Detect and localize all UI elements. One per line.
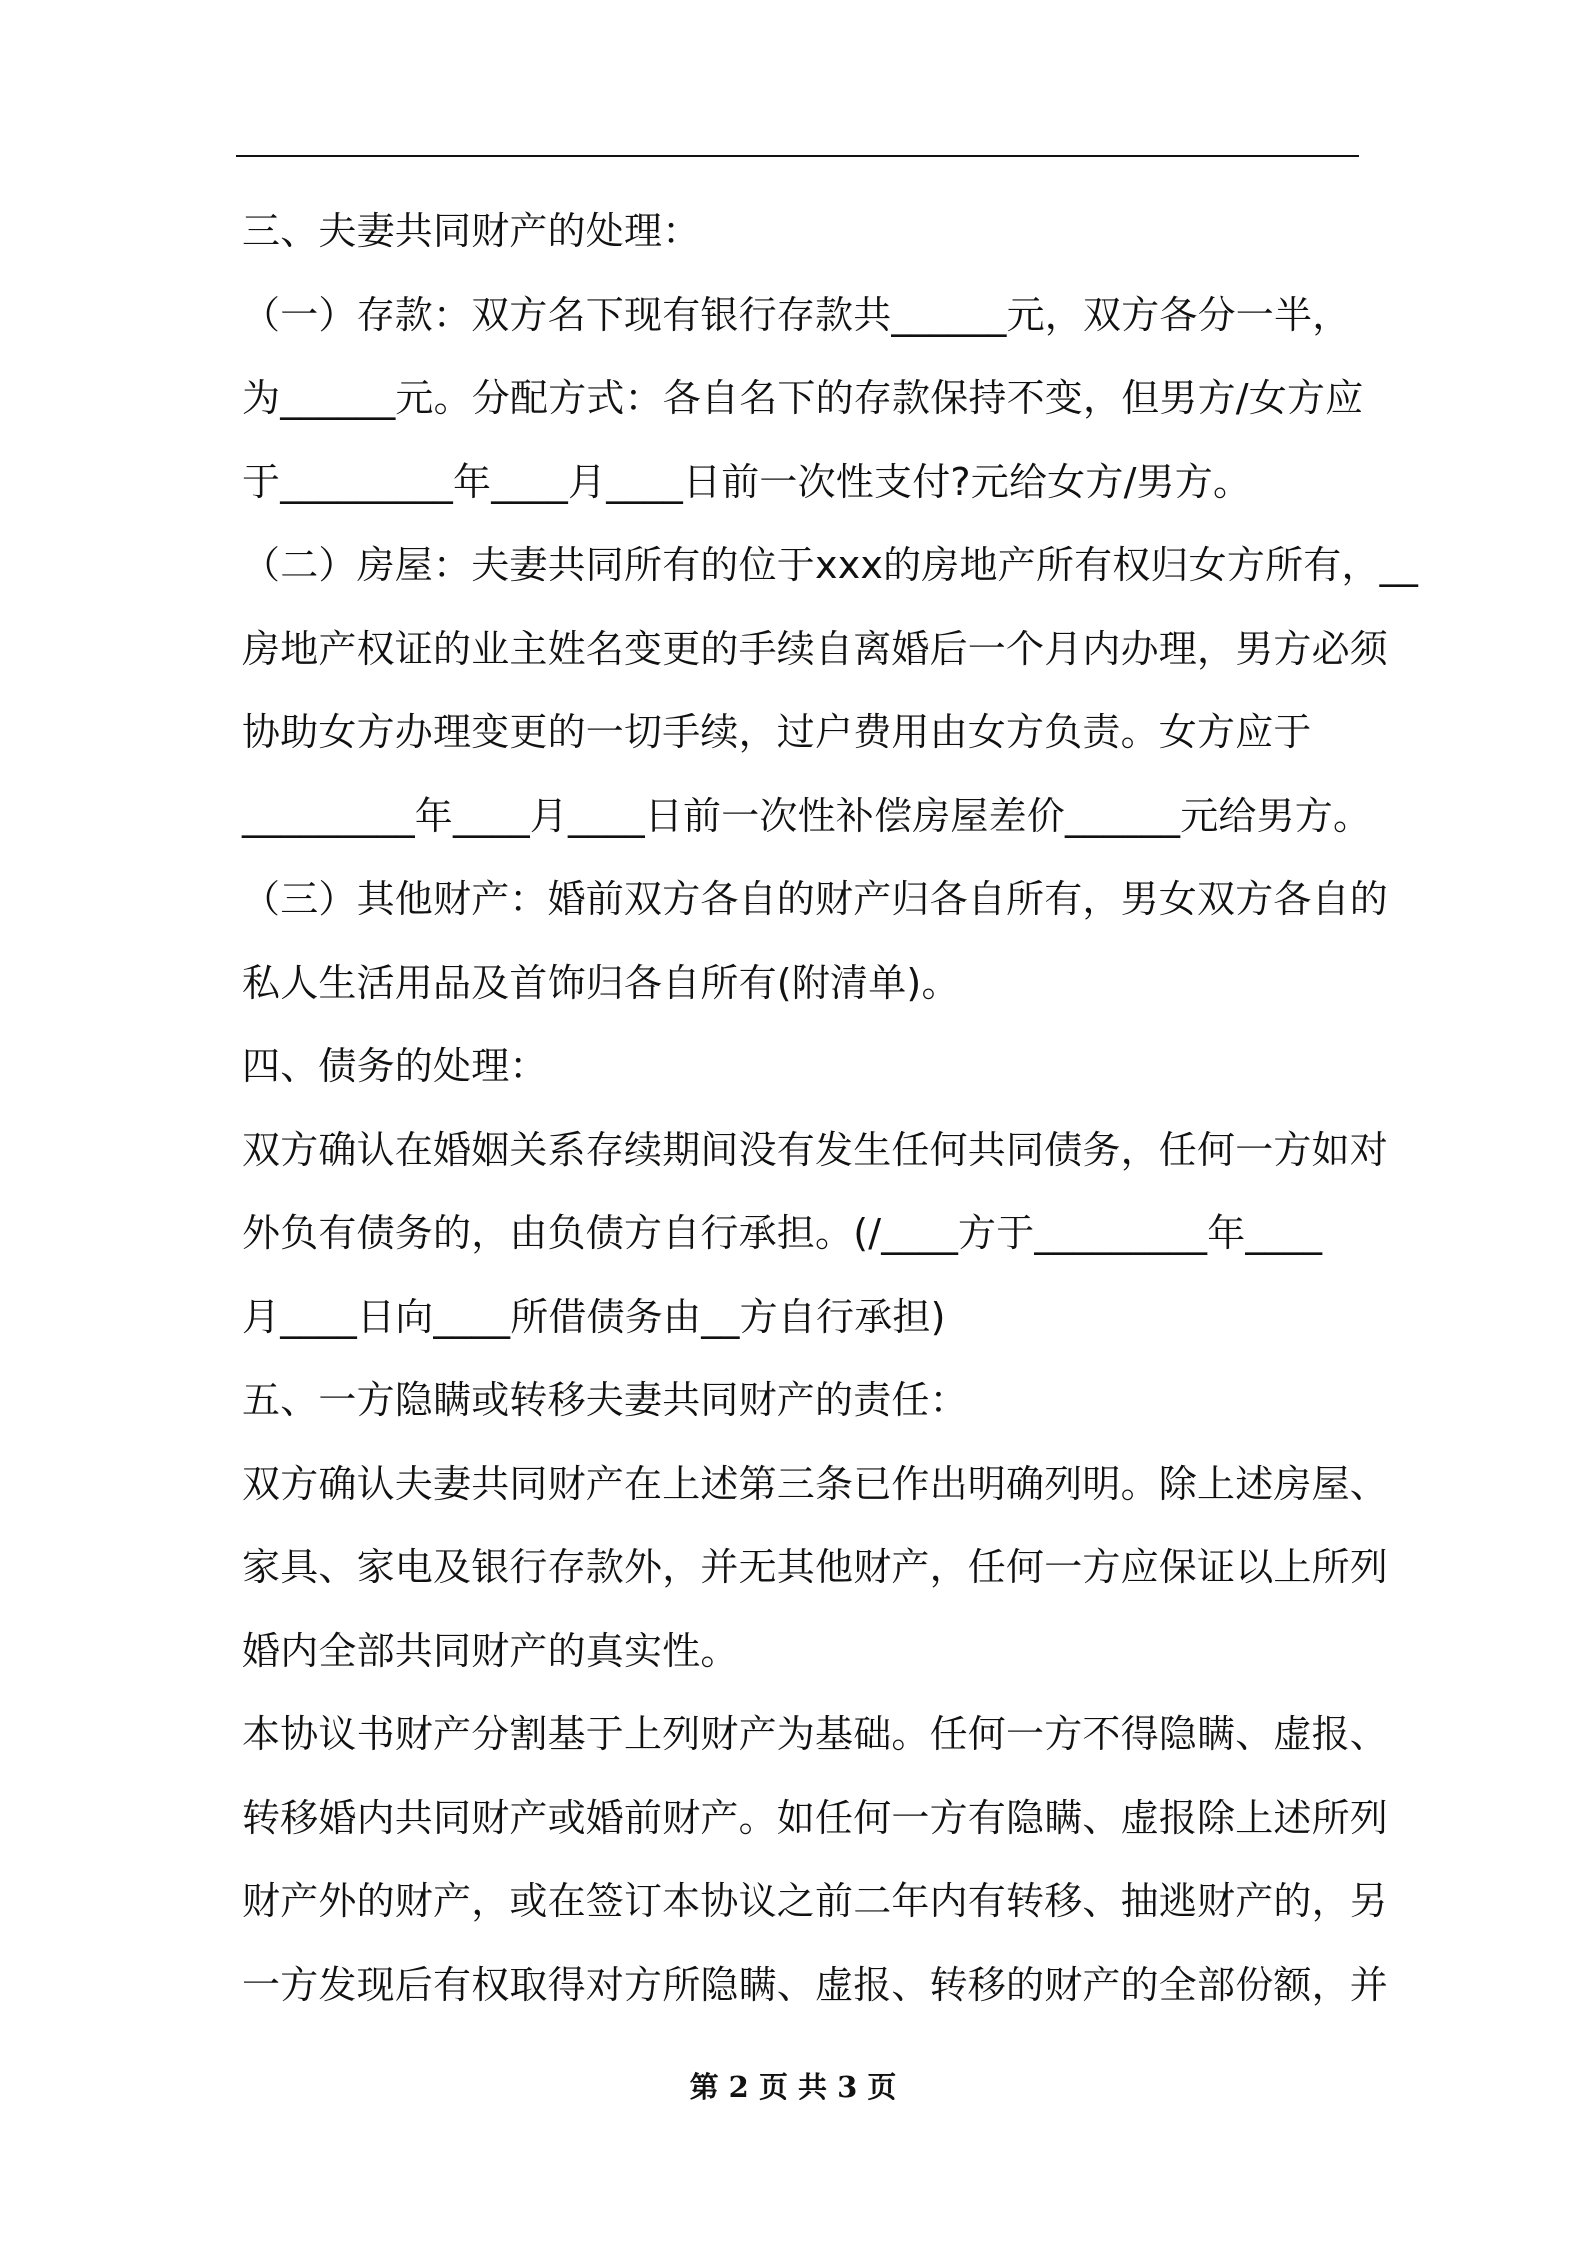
body-line: 私人生活用品及首饰归各自所有(附清单)。 [242,960,960,1005]
section-heading-debt: 四、债务的处理： [242,1044,548,1088]
body-line: 为______元。分配方式：各自名下的存款保持不变，但男方/女方应 [242,376,1364,420]
section-heading-concealment: 五、一方隐瞒或转移夫妻共同财产的责任： [242,1378,968,1422]
body-line: 外负有债务的，由负债方自行承担。(/____方于_________年____ [242,1211,1323,1255]
section-heading-property: 三、夫妻共同财产的处理： [242,209,701,253]
body-line: 月____日向____所借债务由__方自行承担) [242,1294,946,1339]
body-line: 家具、家电及银行存款外，并无其他财产，任何一方应保证以上所列 [242,1545,1389,1589]
header-rule [236,155,1359,157]
body-line: 财产外的财产，或在签订本协议之前二年内有转移、抽逃财产的，另 [242,1879,1389,1923]
document-body [242,190,1419,2027]
body-line: 转移婚内共同财产或婚前财产。如任何一方有隐瞒、虚报除上述所列 [242,1795,1389,1840]
body-line: 本协议书财产分割基于上列财产为基础。任何一方不得隐瞒、虚报、 [242,1712,1389,1756]
body-line: 房地产权证的业主姓名变更的手续自离婚后一个月内办理，男方必须 [242,626,1389,671]
body-line: 一方发现后有权取得对方所隐瞒、虚报、转移的财产的全部份额，并 [242,1962,1389,2007]
body-line: （三）其他财产：婚前双方各自的财产归各自所有，男女双方各自的 [242,877,1389,921]
body-line: （一）存款：双方名下现有银行存款共______元，双方各分一半， [242,292,1351,337]
body-line: _________年____月____日前一次性补偿房屋差价______元给男方。 [242,793,1372,838]
page-number-footer: 第 2 页 共 3 页 [689,2070,897,2104]
body-line: （二）房屋：夫妻共同所有的位于xxx的房地产所有权归女方所有，__ [242,543,1419,587]
body-line: 双方确认夫妻共同财产在上述第三条已作出明确列明。除上述房屋、 [242,1461,1389,1506]
body-line: 双方确认在婚姻关系存续期间没有发生任何共同债务，任何一方如对 [242,1127,1389,1172]
body-line: 婚内全部共同财产的真实性。 [242,1628,739,1673]
body-line: 于_________年____月____日前一次性支付?元给女方/男方。 [242,459,1252,504]
body-line: 协助女方办理变更的一切手续，过户费用由女方负责。女方应于 [242,710,1312,754]
